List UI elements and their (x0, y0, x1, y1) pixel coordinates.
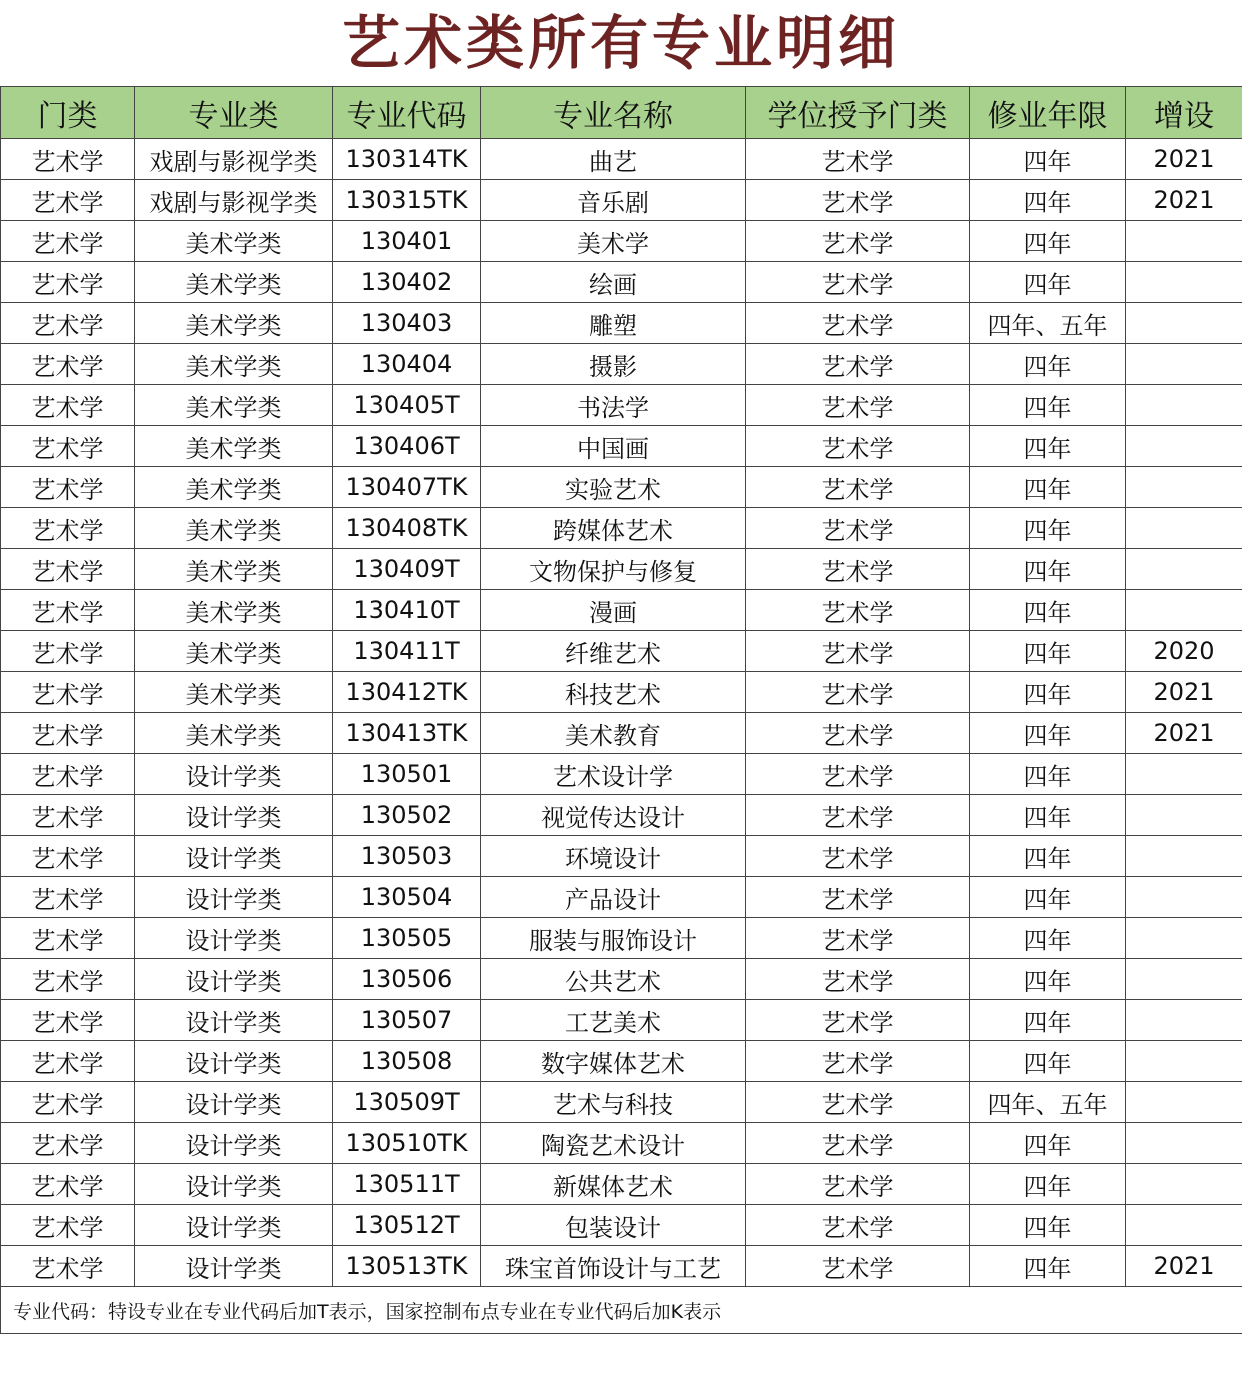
cell-major-code: 130507 (333, 1000, 481, 1041)
cell-duration: 四年 (970, 344, 1126, 385)
cell-category: 艺术学 (1, 303, 135, 344)
cell-major-code: 130409T (333, 549, 481, 590)
cell-category: 艺术学 (1, 426, 135, 467)
cell-major-code: 130511T (333, 1164, 481, 1205)
table-row (1, 139, 1242, 180)
cell-degree-category: 艺术学 (746, 1205, 970, 1246)
cell-added-year (1126, 221, 1242, 262)
cell-duration: 四年 (970, 959, 1126, 1000)
cell-major-code: 130411T (333, 631, 481, 672)
cell-degree-category: 艺术学 (746, 1041, 970, 1082)
cell-major-name: 包装设计 (481, 1205, 746, 1246)
cell-category: 艺术学 (1, 385, 135, 426)
cell-duration: 四年 (970, 672, 1126, 713)
cell-major-class: 美术学类 (135, 590, 333, 631)
cell-category: 艺术学 (1, 508, 135, 549)
cell-major-name: 数字媒体艺术 (481, 1041, 746, 1082)
cell-major-class: 美术学类 (135, 549, 333, 590)
cell-major-name: 绘画 (481, 262, 746, 303)
cell-category: 艺术学 (1, 221, 135, 262)
column-header-duration: 修业年限 (970, 87, 1126, 139)
cell-major-class: 设计学类 (135, 959, 333, 1000)
cell-degree-category: 艺术学 (746, 139, 970, 180)
cell-category: 艺术学 (1, 467, 135, 508)
cell-category: 艺术学 (1, 877, 135, 918)
cell-added-year (1126, 590, 1242, 631)
cell-duration: 四年 (970, 385, 1126, 426)
cell-degree-category: 艺术学 (746, 262, 970, 303)
cell-major-name: 产品设计 (481, 877, 746, 918)
cell-duration: 四年 (970, 549, 1126, 590)
cell-major-class: 美术学类 (135, 344, 333, 385)
cell-duration: 四年、五年 (970, 303, 1126, 344)
cell-major-name: 文物保护与修复 (481, 549, 746, 590)
cell-added-year (1126, 385, 1242, 426)
cell-major-name: 音乐剧 (481, 180, 746, 221)
cell-duration: 四年 (970, 836, 1126, 877)
cell-duration: 四年 (970, 1205, 1126, 1246)
cell-degree-category: 艺术学 (746, 754, 970, 795)
cell-degree-category: 艺术学 (746, 631, 970, 672)
majors-table (0, 86, 1242, 1334)
cell-duration: 四年 (970, 426, 1126, 467)
cell-major-name: 环境设计 (481, 836, 746, 877)
cell-major-class: 设计学类 (135, 795, 333, 836)
cell-major-code: 130509T (333, 1082, 481, 1123)
column-header-degree-category: 学位授予门类 (746, 87, 970, 139)
cell-duration: 四年 (970, 1041, 1126, 1082)
column-header-major-class: 专业类 (135, 87, 333, 139)
cell-category: 艺术学 (1, 959, 135, 1000)
cell-major-code: 130501 (333, 754, 481, 795)
cell-major-name: 陶瓷艺术设计 (481, 1123, 746, 1164)
cell-added-year (1126, 426, 1242, 467)
table-row (1, 1123, 1242, 1164)
cell-degree-category: 艺术学 (746, 344, 970, 385)
cell-major-class: 设计学类 (135, 1205, 333, 1246)
cell-degree-category: 艺术学 (746, 1123, 970, 1164)
cell-major-class: 美术学类 (135, 221, 333, 262)
cell-category: 艺术学 (1, 262, 135, 303)
cell-major-name: 艺术设计学 (481, 754, 746, 795)
cell-added-year (1126, 877, 1242, 918)
cell-degree-category: 艺术学 (746, 795, 970, 836)
cell-degree-category: 艺术学 (746, 221, 970, 262)
cell-added-year (1126, 344, 1242, 385)
cell-major-name: 美术教育 (481, 713, 746, 754)
cell-major-class: 设计学类 (135, 1041, 333, 1082)
cell-major-class: 美术学类 (135, 631, 333, 672)
cell-major-class: 设计学类 (135, 1164, 333, 1205)
cell-duration: 四年 (970, 262, 1126, 303)
cell-added-year (1126, 508, 1242, 549)
cell-degree-category: 艺术学 (746, 385, 970, 426)
table-row (1, 1164, 1242, 1205)
cell-major-class: 美术学类 (135, 303, 333, 344)
cell-category: 艺术学 (1, 1082, 135, 1123)
cell-duration: 四年 (970, 918, 1126, 959)
cell-degree-category: 艺术学 (746, 672, 970, 713)
cell-added-year (1126, 795, 1242, 836)
cell-category: 艺术学 (1, 590, 135, 631)
cell-category: 艺术学 (1, 1164, 135, 1205)
cell-duration: 四年 (970, 1123, 1126, 1164)
table-row (1, 344, 1242, 385)
cell-duration: 四年 (970, 1164, 1126, 1205)
cell-major-code: 130510TK (333, 1123, 481, 1164)
cell-major-code: 130404 (333, 344, 481, 385)
cell-category: 艺术学 (1, 836, 135, 877)
cell-category: 艺术学 (1, 139, 135, 180)
cell-degree-category: 艺术学 (746, 713, 970, 754)
cell-degree-category: 艺术学 (746, 303, 970, 344)
cell-major-name: 科技艺术 (481, 672, 746, 713)
cell-duration: 四年、五年 (970, 1082, 1126, 1123)
cell-category: 艺术学 (1, 713, 135, 754)
cell-duration: 四年 (970, 180, 1126, 221)
cell-major-class: 美术学类 (135, 385, 333, 426)
cell-major-class: 戏剧与影视学类 (135, 180, 333, 221)
cell-added-year (1126, 754, 1242, 795)
footnote: 专业代码：特设专业在专业代码后加T表示，国家控制布点专业在专业代码后加K表示 (1, 1287, 1242, 1334)
table-header-row (1, 87, 1242, 139)
cell-major-name: 视觉传达设计 (481, 795, 746, 836)
table-row (1, 590, 1242, 631)
cell-degree-category: 艺术学 (746, 426, 970, 467)
cell-added-year (1126, 1205, 1242, 1246)
cell-degree-category: 艺术学 (746, 590, 970, 631)
cell-major-code: 130315TK (333, 180, 481, 221)
cell-added-year (1126, 262, 1242, 303)
cell-category: 艺术学 (1, 1246, 135, 1287)
cell-major-code: 130512T (333, 1205, 481, 1246)
table-row (1, 508, 1242, 549)
cell-degree-category: 艺术学 (746, 1164, 970, 1205)
cell-major-class: 设计学类 (135, 877, 333, 918)
cell-duration: 四年 (970, 139, 1126, 180)
cell-duration: 四年 (970, 754, 1126, 795)
cell-major-code: 130505 (333, 918, 481, 959)
cell-major-name: 美术学 (481, 221, 746, 262)
cell-degree-category: 艺术学 (746, 959, 970, 1000)
column-header-added: 增设 (1126, 87, 1242, 139)
cell-major-class: 设计学类 (135, 1082, 333, 1123)
cell-major-code: 130508 (333, 1041, 481, 1082)
cell-degree-category: 艺术学 (746, 836, 970, 877)
cell-major-name: 曲艺 (481, 139, 746, 180)
cell-category: 艺术学 (1, 1123, 135, 1164)
cell-duration: 四年 (970, 713, 1126, 754)
cell-degree-category: 艺术学 (746, 180, 970, 221)
cell-degree-category: 艺术学 (746, 877, 970, 918)
table-row (1, 877, 1242, 918)
cell-major-class: 设计学类 (135, 1246, 333, 1287)
cell-major-name: 中国画 (481, 426, 746, 467)
cell-added-year (1126, 549, 1242, 590)
cell-degree-category: 艺术学 (746, 918, 970, 959)
cell-category: 艺术学 (1, 180, 135, 221)
cell-duration: 四年 (970, 508, 1126, 549)
table-row (1, 385, 1242, 426)
cell-added-year (1126, 1164, 1242, 1205)
cell-major-class: 美术学类 (135, 262, 333, 303)
cell-added-year (1126, 1123, 1242, 1164)
cell-added-year (1126, 1041, 1242, 1082)
cell-category: 艺术学 (1, 1205, 135, 1246)
cell-category: 艺术学 (1, 754, 135, 795)
cell-category: 艺术学 (1, 672, 135, 713)
cell-category: 艺术学 (1, 344, 135, 385)
cell-category: 艺术学 (1, 918, 135, 959)
cell-major-name: 艺术与科技 (481, 1082, 746, 1123)
cell-major-code: 130502 (333, 795, 481, 836)
table-row (1, 1082, 1242, 1123)
cell-major-code: 130503 (333, 836, 481, 877)
cell-category: 艺术学 (1, 631, 135, 672)
cell-added-year: 2021 (1126, 1246, 1242, 1287)
cell-major-name: 珠宝首饰设计与工艺 (481, 1246, 746, 1287)
table-row (1, 1205, 1242, 1246)
table-row (1, 549, 1242, 590)
page-title: 艺术类所有专业明细 (341, 9, 900, 77)
table-row (1, 795, 1242, 836)
column-header-category: 门类 (1, 87, 135, 139)
note-row (1, 1287, 1242, 1334)
cell-major-code: 130403 (333, 303, 481, 344)
table-row (1, 1246, 1242, 1287)
table-row (1, 631, 1242, 672)
cell-major-code: 130504 (333, 877, 481, 918)
cell-major-class: 设计学类 (135, 836, 333, 877)
table-row (1, 754, 1242, 795)
cell-duration: 四年 (970, 1000, 1126, 1041)
cell-duration: 四年 (970, 631, 1126, 672)
cell-degree-category: 艺术学 (746, 1082, 970, 1123)
cell-degree-category: 艺术学 (746, 549, 970, 590)
cell-added-year: 2021 (1126, 180, 1242, 221)
cell-added-year: 2020 (1126, 631, 1242, 672)
cell-added-year (1126, 959, 1242, 1000)
cell-major-name: 摄影 (481, 344, 746, 385)
cell-added-year (1126, 836, 1242, 877)
column-header-major-code: 专业代码 (333, 87, 481, 139)
cell-major-name: 工艺美术 (481, 1000, 746, 1041)
cell-major-name: 雕塑 (481, 303, 746, 344)
table-row (1, 713, 1242, 754)
cell-major-class: 美术学类 (135, 672, 333, 713)
cell-major-class: 美术学类 (135, 426, 333, 467)
table-row (1, 672, 1242, 713)
cell-added-year: 2021 (1126, 713, 1242, 754)
cell-degree-category: 艺术学 (746, 467, 970, 508)
cell-major-code: 130401 (333, 221, 481, 262)
cell-major-class: 设计学类 (135, 918, 333, 959)
table-row (1, 1000, 1242, 1041)
cell-major-class: 设计学类 (135, 754, 333, 795)
cell-major-code: 130410T (333, 590, 481, 631)
cell-major-class: 设计学类 (135, 1123, 333, 1164)
cell-duration: 四年 (970, 467, 1126, 508)
cell-major-code: 130405T (333, 385, 481, 426)
cell-category: 艺术学 (1, 549, 135, 590)
table-row (1, 303, 1242, 344)
cell-major-code: 130402 (333, 262, 481, 303)
cell-degree-category: 艺术学 (746, 508, 970, 549)
cell-duration: 四年 (970, 590, 1126, 631)
cell-major-code: 130513TK (333, 1246, 481, 1287)
cell-category: 艺术学 (1, 1041, 135, 1082)
table-row (1, 221, 1242, 262)
cell-major-code: 130406T (333, 426, 481, 467)
cell-major-name: 公共艺术 (481, 959, 746, 1000)
cell-major-name: 新媒体艺术 (481, 1164, 746, 1205)
table-row (1, 426, 1242, 467)
cell-major-class: 美术学类 (135, 467, 333, 508)
table-row (1, 836, 1242, 877)
cell-duration: 四年 (970, 1246, 1126, 1287)
cell-major-class: 设计学类 (135, 1000, 333, 1041)
cell-major-class: 美术学类 (135, 713, 333, 754)
cell-duration: 四年 (970, 221, 1126, 262)
cell-added-year: 2021 (1126, 139, 1242, 180)
cell-added-year (1126, 1000, 1242, 1041)
cell-major-name: 跨媒体艺术 (481, 508, 746, 549)
cell-duration: 四年 (970, 795, 1126, 836)
cell-major-code: 130314TK (333, 139, 481, 180)
cell-degree-category: 艺术学 (746, 1000, 970, 1041)
cell-major-name: 实验艺术 (481, 467, 746, 508)
cell-category: 艺术学 (1, 795, 135, 836)
column-header-major-name: 专业名称 (481, 87, 746, 139)
cell-major-code: 130408TK (333, 508, 481, 549)
cell-major-code: 130412TK (333, 672, 481, 713)
cell-major-name: 书法学 (481, 385, 746, 426)
table-row (1, 467, 1242, 508)
cell-degree-category: 艺术学 (746, 1246, 970, 1287)
cell-major-code: 130506 (333, 959, 481, 1000)
table-row (1, 262, 1242, 303)
table-row (1, 959, 1242, 1000)
cell-duration: 四年 (970, 877, 1126, 918)
cell-major-name: 纤维艺术 (481, 631, 746, 672)
table-body (1, 139, 1242, 1287)
cell-added-year (1126, 918, 1242, 959)
cell-major-name: 服装与服饰设计 (481, 918, 746, 959)
cell-category: 艺术学 (1, 1000, 135, 1041)
cell-major-name: 漫画 (481, 590, 746, 631)
table-row (1, 1041, 1242, 1082)
cell-added-year: 2021 (1126, 672, 1242, 713)
cell-major-code: 130413TK (333, 713, 481, 754)
cell-added-year (1126, 1082, 1242, 1123)
cell-major-code: 130407TK (333, 467, 481, 508)
table-row (1, 180, 1242, 221)
cell-added-year (1126, 303, 1242, 344)
cell-added-year (1126, 467, 1242, 508)
cell-major-class: 美术学类 (135, 508, 333, 549)
cell-major-class: 戏剧与影视学类 (135, 139, 333, 180)
table-row (1, 918, 1242, 959)
